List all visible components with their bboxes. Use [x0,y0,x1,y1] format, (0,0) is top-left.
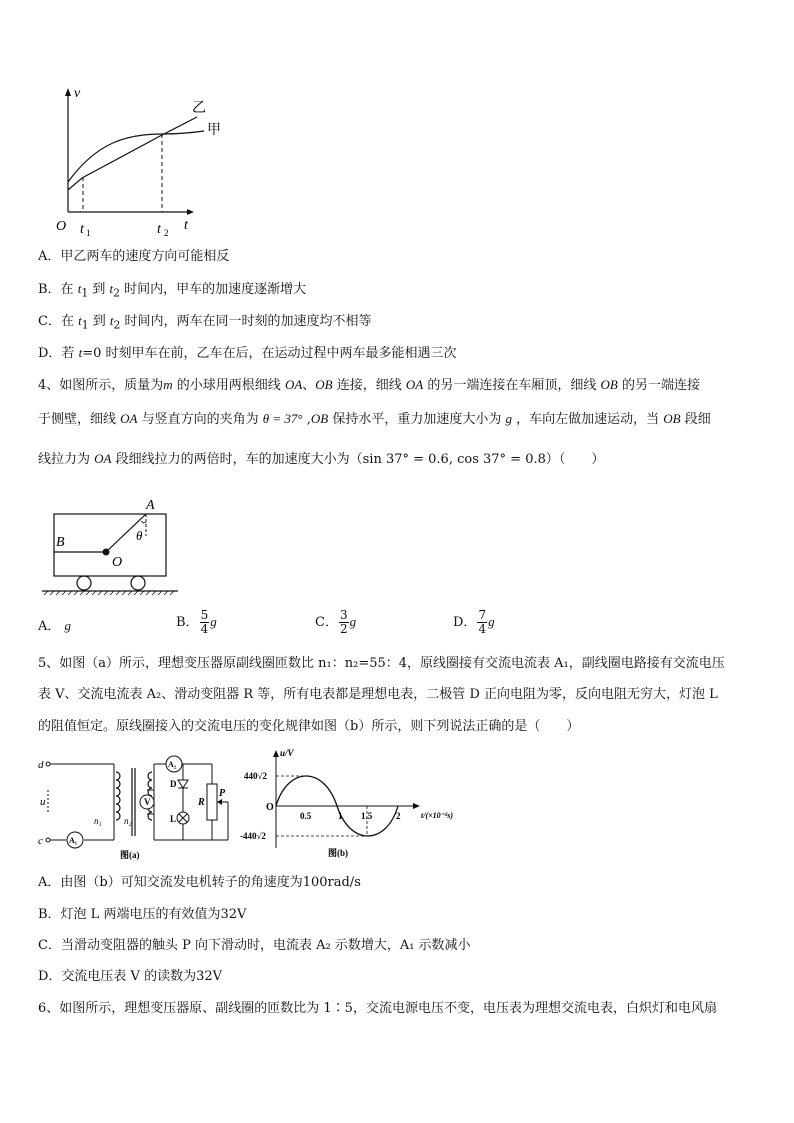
circuit-label-u: u [40,796,46,808]
wave-ylabel: u/V [280,748,294,758]
origin-label: O [56,219,67,234]
circuit-label-d: d [38,759,44,771]
q5-option-d: D．交流电压表 V 的读数为32V [38,969,223,984]
t2-sub-label: 2 [164,228,169,238]
q3-option-c: C．在 $t_1$ 到 $t_2$ 时间内，两车在同一时刻的加速度均不相等 [38,313,372,332]
axis-t-label: t [184,218,188,233]
circuit-label-p: P [219,788,226,799]
cart-label-a: A [146,498,155,513]
q4-line-2: 于侧壁，细线 OA 与竖直方向的夹角为 θ = 37° ,OB 保持水平，重力加速度大小为 g ，车向左做加速运动，当 OB 段细 [38,411,711,427]
wave-ymax: 440√2 [244,771,267,781]
q4-option-c: C． $\frac{3}{2}$ g [315,608,357,636]
q5-option-a: A．由图（b）可知交流发电机转子的角速度为100rad/s [38,875,361,890]
circuit-label-d-diode: D [170,779,177,789]
circuit-figure-a [36,750,232,862]
vt-graph [52,82,232,242]
t1-label: t [80,222,84,237]
wave-tick-3: 2 [396,811,401,821]
wave-tick-0: 0.5 [300,811,312,821]
q5-option-c: C．当滑动变阻器的触头 P 向下滑动时，电流表 A₂ 示数增大，A₁ 示数减小 [38,938,471,953]
axis-v-label: v [74,86,81,101]
cart-label-b: B [56,535,65,550]
q5-line-2: 表 V、交流电流表 A₂、滑动变阻器 R 等，所有电表都是理想电表，二极管 D 正向电阻为零，反向电阻无穷大，灯泡 L [38,687,718,702]
wave-xlabel: t/(×10⁻²s) [421,811,454,820]
cart-label-o: O [112,555,123,570]
q3-option-d: D．若 t=0 时刻甲车在前，乙车在后，在运动过程中两车最多能相遇三次 [38,345,457,361]
q4-line-1: 4、如图所示，质量为m 的小球用两根细线 OA、OB 连接，细线 OA 的另一端连接在车厢顶，细线 OB 的另一端连接 [38,377,700,393]
circuit-label-c: c [38,835,43,847]
circuit-label-l: L [170,814,177,824]
wave-ymin: -440√2 [240,831,266,841]
q4-line-3: 线拉力为 OA 段细线拉力的两倍时，车的加速度大小为（sin 37° = 0.6, cos 37° = 0.8）（ ） [38,451,605,467]
q3-option-b: B．在 $t_1$ 到 $t_2$ 时间内，甲车的加速度逐渐增大 [38,281,307,300]
waveform-figure-b [240,748,480,862]
q6-line-1: 6、如图所示，理想变压器原、副线圈的匝数比为 1∶5，交流电源电压不变，电压表为理想交流电表，白炽灯和电风扇 [38,1001,717,1016]
circuit-caption: 图(a) [120,850,140,860]
t2-label: t [157,222,161,237]
q5-line-3: 的阻值恒定。原线圈接入的交流电压的变化规律如图（b）所示，则下列说法正确的是（ ） [38,719,580,734]
wave-tick-1: 1 [338,811,343,821]
q4-option-d: D． $\frac{7}{4}$ g [453,608,495,636]
q5-option-b: B．灯泡 L 两端电压的有效值为32V [38,907,247,922]
circuit-label-n2: n₂ [124,816,132,826]
label-yi: 乙 [192,101,206,116]
circuit-label-n1: n₁ [94,816,102,826]
cart-figure [40,494,180,600]
circuit-label-a2: A₂ [168,760,177,769]
label-jia: 甲 [207,123,221,138]
q5-line-1: 5、如图（a）所示，理想变压器原副线圈匝数比 n₁：n₂=55：4，原线圈接有交流电流表 A₁，副线圈电路接有交流电压 [38,656,725,671]
q4-option-b: B． $\frac{5}{4}$ g [176,608,217,636]
circuit-label-r: R [198,797,205,808]
q3-option-a: A．甲乙两车的速度方向可能相反 [38,249,230,264]
wave-tick-2: 1.5 [361,811,373,821]
wave-caption: 图(b) [328,848,348,858]
circuit-label-a1: A₁ [69,836,78,845]
wave-origin: O [266,802,274,813]
circuit-label-v: V [144,797,151,807]
cart-label-theta: θ [136,528,143,543]
q4-option-a: A． g [38,618,72,634]
t1-sub-label: 1 [86,228,91,238]
